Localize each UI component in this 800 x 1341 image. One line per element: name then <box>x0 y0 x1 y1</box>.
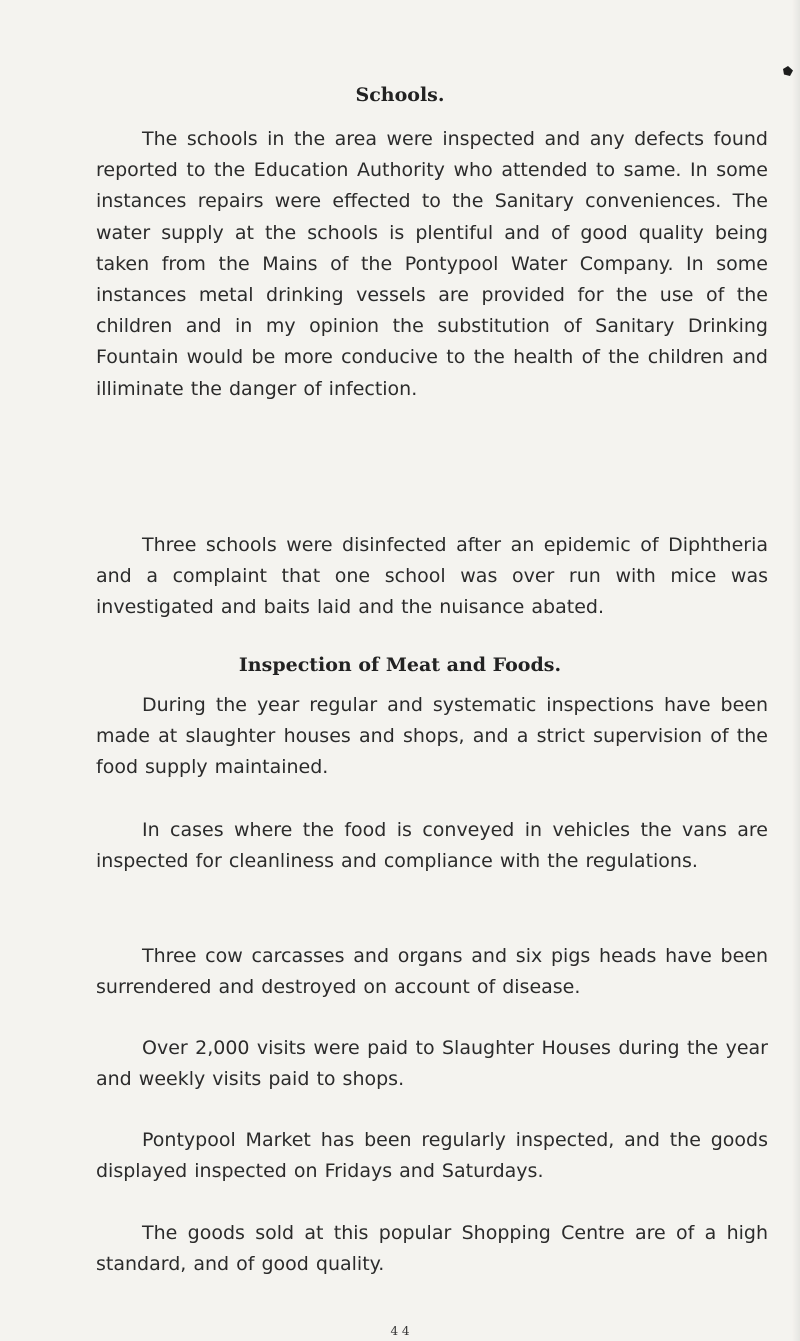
paragraph-inspection-1: During the year regular and systematic inspections have been made at slaughter houses and shops, and a strict supervision of the food supply maintained. <box>96 694 768 779</box>
paragraph-inspection-5: Pontypool Market has been regularly inspected, and the goods displayed inspected on Fridays and Saturdays. <box>96 1129 768 1183</box>
section-title-schools: Schools. <box>355 84 445 106</box>
paragraph-inspection-4: Over 2,000 visits were paid to Slaughter Houses during the year and weekly visits paid to shops. <box>96 1037 768 1091</box>
page-edge-shadow <box>792 0 800 1341</box>
paragraph-inspection-6: The goods sold at this popular Shopping Centre are of a high standard, and of good quality. <box>96 1222 768 1276</box>
paragraph-inspection-3: Three cow carcasses and organs and six pigs heads have been surrendered and destroyed on account of disease. <box>96 945 768 999</box>
section-title-inspection: Inspection of Meat and Foods. <box>238 654 562 676</box>
paragraph-schools-2: Three schools were disinfected after an epidemic of Diphtheria and a complaint that one school was over run with mice was investigated and baits laid and the nuisance abated. <box>96 534 768 619</box>
paragraph-schools-1: The schools in the area were inspected and any defects found reported to the Education Authority who attended to same. In some instances repairs were effected to the Sanitary conveniences. The water supply at the schools is plentiful and of good quality being taken from the Mains of the Pontypool Water Company. In some instances metal drinking vessels are provided for the use of the children and in my opinion the substitution of Sanitary Drinking Fountain would be more conducive to the health of the children and illiminate the danger of infection. <box>96 128 768 400</box>
page-number: 4 4 <box>390 1324 410 1338</box>
paragraph-inspection-2: In cases where the food is conveyed in vehicles the vans are inspected for cleanliness and compliance with the regulations. <box>96 819 768 873</box>
